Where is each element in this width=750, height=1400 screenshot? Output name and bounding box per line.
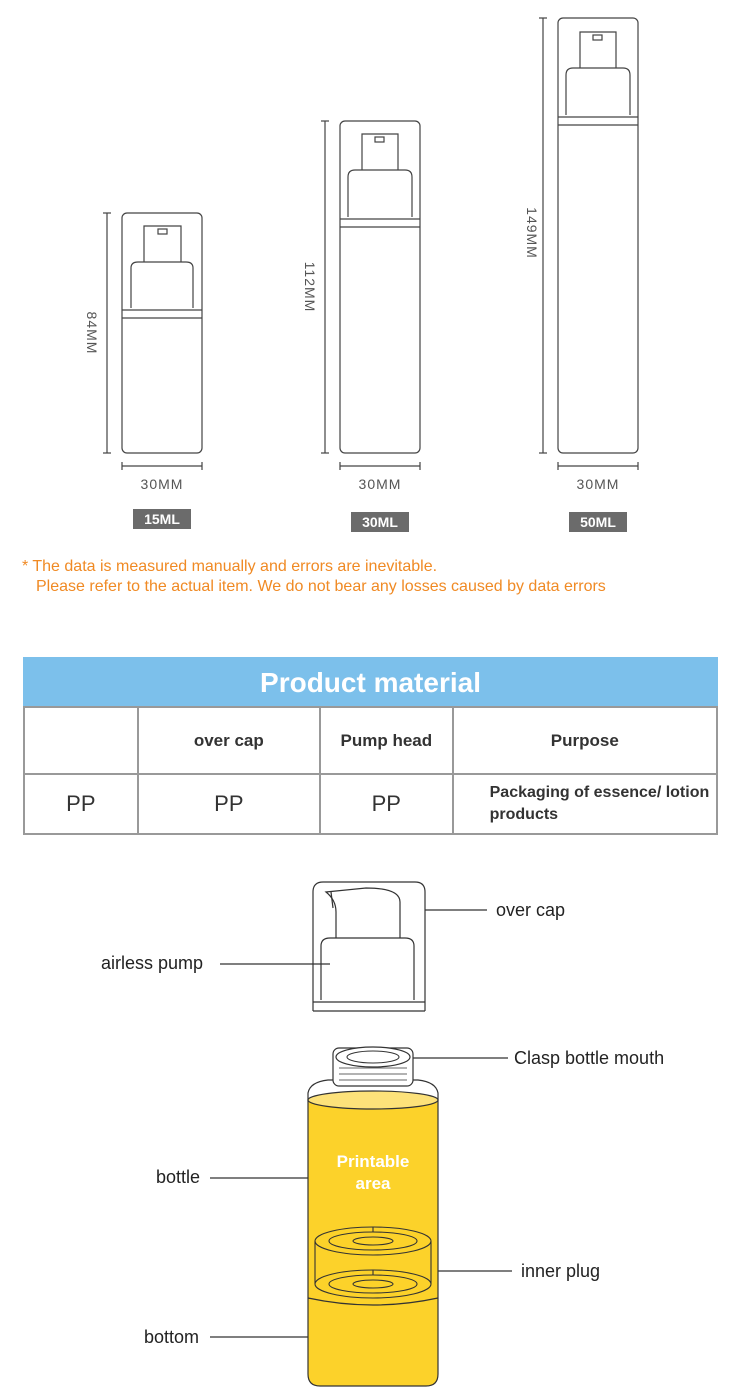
label-bottom: bottom — [144, 1327, 200, 1347]
width-label-50ml: 30MM — [576, 476, 620, 492]
width-label-15ml: 30MM — [140, 476, 184, 492]
height-dimension-lines — [103, 18, 547, 453]
width-dimension-lines — [122, 462, 638, 470]
label-bottle: bottle — [156, 1167, 201, 1187]
height-label-50ml: 149MM — [524, 207, 540, 259]
label-airless-pump: airless pump — [101, 953, 204, 973]
material-banner-title: Product material — [23, 657, 718, 706]
bottle-50ml-outline — [558, 18, 638, 453]
material-header-cell: Pump head — [320, 707, 453, 774]
over-cap-pump-drawing — [313, 882, 425, 1011]
material-table — [23, 706, 718, 835]
disclaimer-line-2: Please refer to the actual item. We do not bear any losses caused by data errors — [36, 578, 606, 595]
printable-area-label: Printable area — [336, 1152, 410, 1193]
material-header-cell: Purpose — [453, 707, 717, 774]
height-label-30ml: 112MM — [302, 261, 318, 313]
capacity-badge-50ml: 50ML — [569, 512, 627, 532]
capacity-badge-15ml: 15ML — [133, 509, 191, 529]
parts-exploded-diagram — [0, 860, 750, 1400]
disclaimer-line-1: * The data is measured manually and errors are inevitable. — [22, 558, 438, 575]
bottle-30ml-outline — [340, 121, 420, 453]
bottle-size-diagram — [0, 0, 750, 540]
label-over-cap: over cap — [496, 900, 566, 920]
material-value-cell: PP — [138, 774, 320, 834]
material-header-cell — [24, 707, 138, 774]
material-header-cell: over cap — [138, 707, 320, 774]
material-purpose-cell: Packaging of essence/ lotion products — [453, 774, 717, 834]
label-inner-plug: inner plug — [521, 1261, 601, 1281]
height-label-15ml: 84MM — [84, 311, 100, 355]
width-label-30ml: 30MM — [358, 476, 402, 492]
capacity-badge-30ml: 30ML — [351, 512, 409, 532]
material-value-row — [24, 774, 717, 834]
bottle-15ml-outline — [122, 213, 202, 453]
label-clasp-bottle-mouth: Clasp bottle mouth — [514, 1048, 665, 1068]
material-value-cell: PP — [24, 774, 138, 834]
bottle-body-drawing — [308, 1047, 438, 1386]
material-value-cell: PP — [320, 774, 453, 834]
material-header-row — [24, 707, 717, 774]
